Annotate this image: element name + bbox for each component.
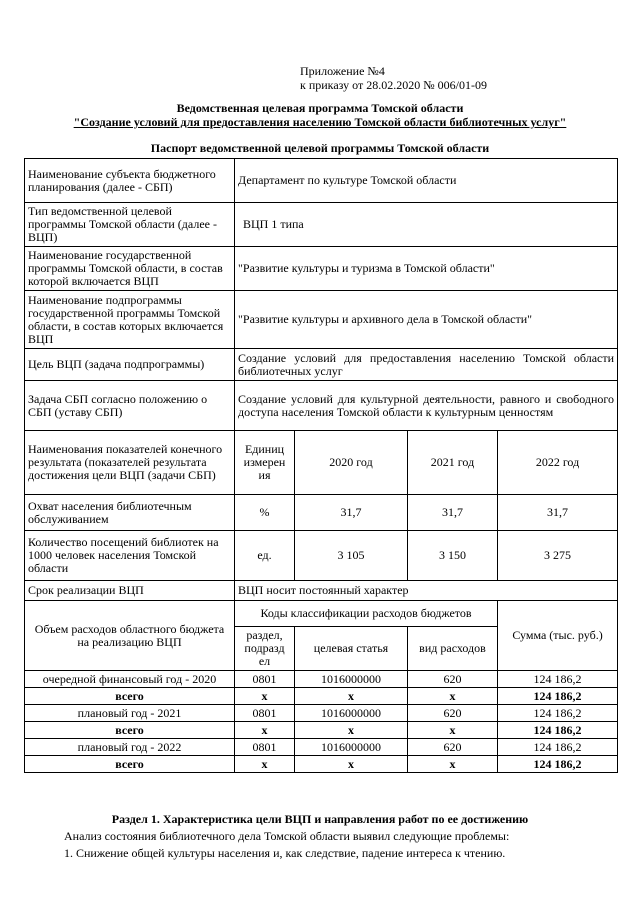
budget-sum: 124 186,2 [498,688,618,705]
budget-target: 1016000000 [295,671,408,688]
table-row [25,159,618,203]
row-label: Наименование субъекта бюджетного планирования (далее - СБП) [25,159,235,203]
paragraph: 1. Снижение общей культуры населения и, как следствие, падение интереса к чтению. [64,846,506,860]
program-title-line1: Ведомственная целевая программа Томской области [176,101,464,115]
indicators-header-row [25,431,618,495]
row-value: Департамент по культуре Томской области [235,159,618,203]
table-row [25,203,618,247]
budget-target: 1016000000 [295,705,408,722]
budget-row [25,671,618,688]
budget-row-label: всего [25,722,235,739]
row-label: Задача СБП согласно положению о СБП (уставу СБП) [25,381,235,431]
table-row [25,381,618,431]
budget-header-row [25,601,618,627]
row-label: Тип ведомственной целевой программы Томской области (далее - ВЦП) [25,203,235,247]
indicator-name: Охват населения библиотечным обслуживанием [25,495,235,531]
budget-target: х [295,688,408,705]
budget-type: х [408,722,498,739]
table-row [25,247,618,291]
budget-type: 620 [408,671,498,688]
budget-section: х [235,688,295,705]
row-label: Цель ВЦП (задача подпрограммы) [25,349,235,381]
row-value: Создание условий для предоставления населению Томской области библиотечных услуг [235,349,618,381]
budget-sum: 124 186,2 [498,739,618,756]
row-value: "Развитие культуры и туризма в Томской области" [235,247,618,291]
type-header: вид расходов [408,627,498,671]
budget-sum: 124 186,2 [498,671,618,688]
budget-total-row [25,756,618,773]
budget-type: 620 [408,739,498,756]
budget-sum: 124 186,2 [498,705,618,722]
budget-total-row [25,722,618,739]
row-label: Наименование государственной программы Томской области, в состав которой включается ВЦП [25,247,235,291]
budget-target: х [295,756,408,773]
indicator-value: 3 105 [295,531,408,581]
program-title [20,101,620,129]
budget-type: х [408,688,498,705]
unit-header: Единиц измерен ия [235,431,295,495]
row-value: Создание условий для культурной деятельности, равного и свободного доступа населения Томской области к культурным ценностям [235,381,618,431]
year-header: 2020 год [295,431,408,495]
indicator-row [25,531,618,581]
budget-row-label: всего [25,756,235,773]
passport-table [24,158,618,773]
program-title-line2: "Создание условий для предоставления населению Томской области библиотечных услуг" [73,115,567,129]
term-value: ВЦП носит постоянный характер [235,581,618,601]
budget-section: 0801 [235,739,295,756]
indicator-unit: ед. [235,531,295,581]
indicator-value: 31,7 [408,495,498,531]
indicator-value: 31,7 [295,495,408,531]
appendix-note [300,64,487,92]
passport-title: Паспорт ведомственной целевой программы Томской области [150,141,490,155]
term-label: Срок реализации ВЦП [25,581,235,601]
budget-type: х [408,756,498,773]
year-header: 2021 год [408,431,498,495]
target-header: целевая статья [295,627,408,671]
appendix-line1: Приложение №4 [300,64,385,78]
budget-type: 620 [408,705,498,722]
row-value: "Развитие культуры и архивного дела в Томской области" [235,291,618,349]
section-title: Раздел 1. Характеристика цели ВЦП и направления работ по ее достижению [111,812,529,826]
budget-section: х [235,722,295,739]
budget-label: Объем расходов областного бюджета на реализацию ВЦП [25,601,235,671]
budget-target: х [295,722,408,739]
budget-section: 0801 [235,671,295,688]
sum-header: Сумма (тыс. руб.) [498,601,618,671]
section-header: раздел, подразд ел [235,627,295,671]
budget-section: 0801 [235,705,295,722]
budget-row-label: плановый год - 2022 [25,739,235,756]
budget-sum: 124 186,2 [498,756,618,773]
paragraph: Анализ состояния библиотечного дела Томской области выявил следующие проблемы: [64,829,510,843]
indicator-row [25,495,618,531]
indicator-value: 3 275 [498,531,618,581]
row-label: Наименование подпрограммы государственной программы Томской области, в состав которых включается ВЦП [25,291,235,349]
budget-section: х [235,756,295,773]
budget-row-label: очередной финансовый год - 2020 [25,671,235,688]
budget-row [25,705,618,722]
indicator-value: 3 150 [408,531,498,581]
budget-total-row [25,688,618,705]
budget-target: 1016000000 [295,739,408,756]
year-header: 2022 год [498,431,618,495]
codes-header: Коды классификации расходов бюджетов [235,601,498,627]
budget-row-label: плановый год - 2021 [25,705,235,722]
indicator-unit: % [235,495,295,531]
appendix-line2: к приказу от 28.02.2020 № 006/01-09 [300,78,488,92]
table-row [25,291,618,349]
table-row [25,349,618,381]
budget-sum: 124 186,2 [498,722,618,739]
indicator-value: 31,7 [498,495,618,531]
indicators-header-label: Наименования показателей конечного результата (показателей результата достижения цели ВЦП (задачи СБП) [25,431,235,495]
budget-row [25,739,618,756]
budget-row-label: всего [25,688,235,705]
term-row [25,581,618,601]
indicator-name: Количество посещений библиотек на 1000 человек населения Томской области [25,531,235,581]
row-value: ВЦП 1 типа [235,203,618,247]
